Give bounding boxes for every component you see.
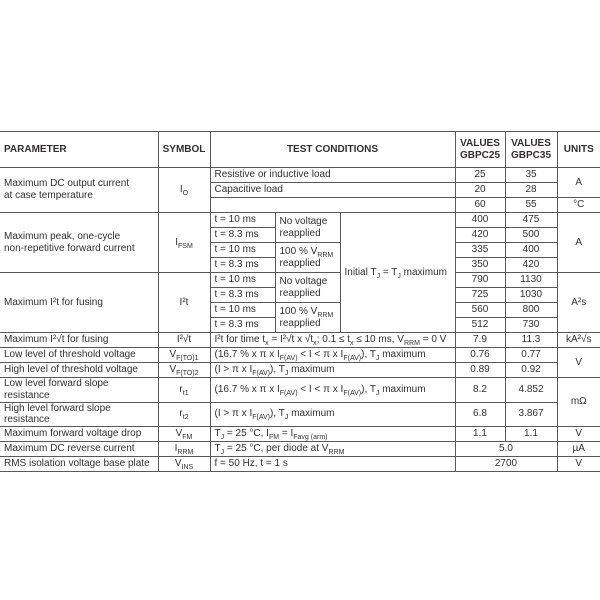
- param-i2rt: Maximum I²√t for fusing: [0, 333, 158, 348]
- cond-vins: f = 50 Hz, t = 1 s: [210, 457, 455, 472]
- table-row: [0, 378, 600, 403]
- table-row: [0, 333, 600, 348]
- param-ifsm: Maximum peak, one-cycle non-repetitive forward current: [0, 213, 158, 273]
- value-io-capacitive-gbpc35: 28: [505, 183, 557, 198]
- table-row: [0, 348, 600, 363]
- value-ifsm-2-gbpc25: 420: [455, 228, 505, 243]
- cond-rt2: (I > π x $I_{F(AV)}$), $T_J$ maximum: [210, 402, 455, 427]
- value-ifsm-4-gbpc25: 350: [455, 258, 505, 273]
- cond-vfto1: (16.7 % x π x $I_{F(AV)} < I < \pi$ x $I_{F(AV)}$), $T_J$ maximum: [210, 348, 455, 363]
- value-i2t-4-gbpc35: 730: [505, 318, 557, 333]
- symbol-io: $I_O$: [158, 168, 210, 213]
- value-vfto2-gbpc25: 0.89: [455, 363, 505, 378]
- value-rt2-gbpc25: 6.8: [455, 402, 505, 427]
- symbol-rt1: $r_{t1}$: [158, 378, 210, 403]
- cond-i2t-no-voltage: No voltage reapplied: [275, 273, 340, 303]
- cond-i2t-t83-b: t = 8.3 ms: [210, 318, 275, 333]
- cond-i2t-t10-a: t = 10 ms: [210, 273, 275, 288]
- value-i2t-3-gbpc35: 800: [505, 303, 557, 318]
- value-ifsm-1-gbpc35: 475: [505, 213, 557, 228]
- param-io: Maximum DC output current at case temperature: [0, 168, 158, 213]
- col-header-units: UNITS: [557, 132, 600, 168]
- symbol-rt2: $r_{t2}$: [158, 402, 210, 427]
- value-i2t-2-gbpc25: 725: [455, 288, 505, 303]
- value-i2t-4-gbpc25: 512: [455, 318, 505, 333]
- symbol-i2rt: I²√t: [158, 333, 210, 348]
- cond-io-capacitive: Capacitive load: [210, 183, 455, 198]
- cond-irrm: $T_J = 25$ °C, per diode at $V_{RRM}$: [210, 442, 455, 457]
- cond-io-blank: [210, 198, 455, 213]
- table-row: [0, 168, 600, 183]
- value-i2t-1-gbpc25: 790: [455, 273, 505, 288]
- value-ifsm-4-gbpc35: 420: [505, 258, 557, 273]
- unit-io-degc: °C: [557, 198, 600, 213]
- unit-io-a: A: [557, 168, 600, 198]
- symbol-irrm: $I_{RRM}$: [158, 442, 210, 457]
- table-row: [0, 442, 600, 457]
- unit-vfm: V: [557, 427, 600, 442]
- cond-ifsm-t10-a: t = 10 ms: [210, 213, 275, 228]
- cond-i2rt: I²t for time $t_x = I^2√t$ x $√t_x$; $0.1 \le t_x \le 10$ ms, $V_{RRM} = 0$ V: [210, 333, 455, 348]
- value-ifsm-3-gbpc25: 335: [455, 243, 505, 258]
- col-header-values-gbpc35: VALUES GBPC35: [505, 132, 557, 168]
- value-io-capacitive-gbpc25: 20: [455, 183, 505, 198]
- symbol-vfm: $V_{FM}$: [158, 427, 210, 442]
- value-ifsm-3-gbpc35: 400: [505, 243, 557, 258]
- value-io-resistive-gbpc35: 35: [505, 168, 557, 183]
- symbol-i2t: I²t: [158, 273, 210, 333]
- value-ifsm-2-gbpc35: 500: [505, 228, 557, 243]
- col-header-values-gbpc25: VALUES GBPC25: [455, 132, 505, 168]
- table-row: [0, 213, 600, 228]
- cond-ifsm-no-voltage: No voltage reapplied: [275, 213, 340, 243]
- cond-vfto2: (I > π x $I_{F(AV)}$), $T_J$ maximum: [210, 363, 455, 378]
- value-i2t-1-gbpc35: 1130: [505, 273, 557, 288]
- unit-r-slope: mΩ: [557, 378, 600, 427]
- value-rt1-gbpc25: 8.2: [455, 378, 505, 403]
- table-row: [0, 457, 600, 472]
- param-vfto2: High level of threshold voltage: [0, 363, 158, 378]
- value-i2rt-gbpc35: 11.3: [505, 333, 557, 348]
- col-header-symbol: SYMBOL: [158, 132, 210, 168]
- value-vfto1-gbpc35: 0.77: [505, 348, 557, 363]
- cond-i2t-t83-a: t = 8.3 ms: [210, 288, 275, 303]
- value-i2rt-gbpc25: 7.9: [455, 333, 505, 348]
- value-i2t-3-gbpc25: 560: [455, 303, 505, 318]
- symbol-ifsm: $I_{FSM}$: [158, 213, 210, 273]
- value-rt1-gbpc35: 4.852: [505, 378, 557, 403]
- param-i2t: Maximum I²t for fusing: [0, 273, 158, 333]
- col-header-parameter: PARAMETER: [0, 132, 158, 168]
- cond-i2t-t10-b: t = 10 ms: [210, 303, 275, 318]
- value-io-resistive-gbpc25: 25: [455, 168, 505, 183]
- cond-io-resistive: Resistive or inductive load: [210, 168, 455, 183]
- cond-i2t-vrrm-reapplied: 100 % $V_{RRM}$ reapplied: [275, 303, 340, 333]
- value-ifsm-1-gbpc25: 400: [455, 213, 505, 228]
- symbol-vfto2: $V_{F(TO)2}$: [158, 363, 210, 378]
- param-irrm: Maximum DC reverse current: [0, 442, 158, 457]
- table-row: [0, 402, 600, 427]
- value-vfto1-gbpc25: 0.76: [455, 348, 505, 363]
- header-row: [0, 132, 600, 168]
- unit-v-thresh: V: [557, 348, 600, 378]
- param-rt1: Low level forward slope resistance: [0, 378, 158, 403]
- value-vfto2-gbpc35: 0.92: [505, 363, 557, 378]
- value-io-temp-gbpc25: 60: [455, 198, 505, 213]
- unit-ifsm: A: [557, 213, 600, 273]
- unit-i2rt: kA²√s: [557, 333, 600, 348]
- symbol-vfto1: $V_{F(TO)1}$: [158, 348, 210, 363]
- table-row: [0, 273, 600, 288]
- value-vfm-gbpc25: 1.1: [455, 427, 505, 442]
- symbol-vins: $V_{INS}$: [158, 457, 210, 472]
- value-vfm-gbpc35: 1.1: [505, 427, 557, 442]
- param-vins: RMS isolation voltage base plate: [0, 457, 158, 472]
- cond-ifsm-t83-a: t = 8.3 ms: [210, 228, 275, 243]
- table-row: [0, 427, 600, 442]
- value-vins: 2700: [455, 457, 557, 472]
- value-irrm: 5.0: [455, 442, 557, 457]
- param-rt2: High level forward slope resistance: [0, 402, 158, 427]
- table-row: [0, 363, 600, 378]
- unit-i2t: A²s: [557, 273, 600, 333]
- ratings-table: [0, 131, 600, 472]
- cond-ifsm-t83-b: t = 8.3 ms: [210, 258, 275, 273]
- cond-ifsm-t10-b: t = 10 ms: [210, 243, 275, 258]
- value-i2t-2-gbpc35: 1030: [505, 288, 557, 303]
- value-rt2-gbpc35: 3.867: [505, 402, 557, 427]
- unit-irrm: µA: [557, 442, 600, 457]
- param-vfto1: Low level of threshold voltage: [0, 348, 158, 363]
- cond-ifsm-vrrm-reapplied: 100 % $V_{RRM}$ reapplied: [275, 243, 340, 273]
- col-header-test-conditions: TEST CONDITIONS: [210, 132, 455, 168]
- cond-vfm: $T_J = 25$ °C, $I_{FM} = I_{Favg (arm)}$: [210, 427, 455, 442]
- cond-initial-tj: Initial $T_J = T_J$ maximum: [340, 213, 455, 333]
- value-io-temp-gbpc35: 55: [505, 198, 557, 213]
- cond-rt1: (16.7 % x π x $I_{F(AV)} < I < \pi$ x $I_{F(AV)}$), $T_J$ maximum: [210, 378, 455, 403]
- unit-vins: V: [557, 457, 600, 472]
- param-vfm: Maximum forward voltage drop: [0, 427, 158, 442]
